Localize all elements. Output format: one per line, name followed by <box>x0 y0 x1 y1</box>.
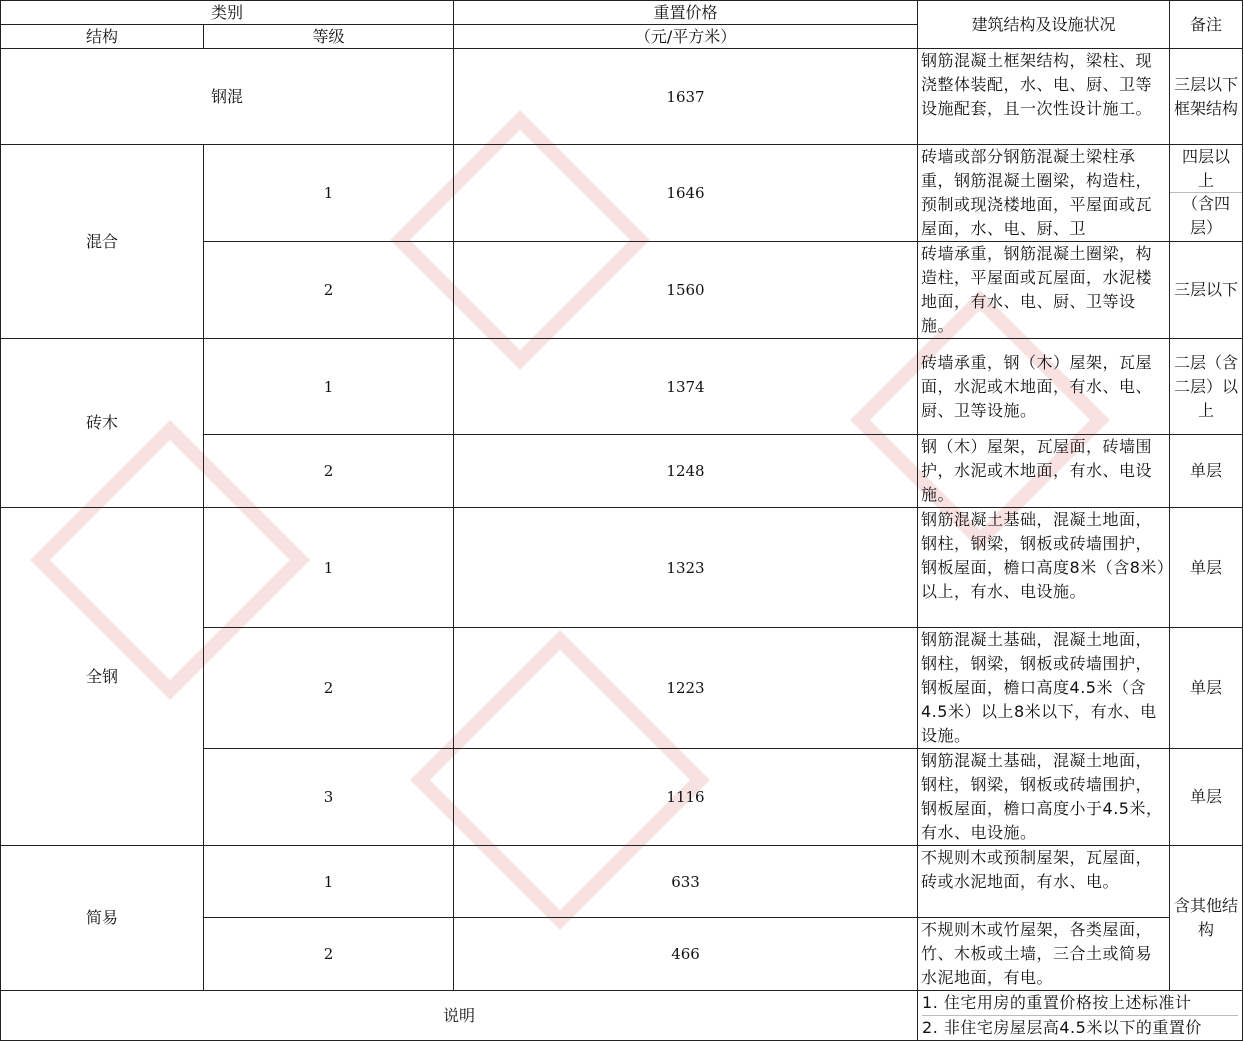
description-text: 砖墙承重，钢（木）屋架，瓦屋面，水泥或木地面，有水、电、厨、卫等设施。 <box>921 353 1153 420</box>
price-cell: 1323 <box>454 508 918 628</box>
price-cell: 1374 <box>454 339 918 435</box>
header-price-unit: （元/平方米） <box>454 25 918 49</box>
explanation-cell <box>918 991 1243 1041</box>
price-cell: 1646 <box>454 145 918 242</box>
note-bottom: （含四层） <box>1170 192 1242 239</box>
description-text: 不规则木或竹屋架，各类屋面，竹、木板或土墙，三合土或简易水泥地面，有电。 <box>921 920 1153 987</box>
note-cell: 二层（含二层）以上 <box>1170 339 1243 435</box>
table-row <box>1 846 1243 918</box>
price-cell: 1223 <box>454 628 918 749</box>
description-cell <box>918 145 1170 242</box>
structure-cell: 全钢 <box>1 508 204 846</box>
header-category: 类别 <box>1 1 454 25</box>
grade-cell: 1 <box>204 846 454 918</box>
structure-cell: 简易 <box>1 846 204 991</box>
note-cell: 单层 <box>1170 628 1243 749</box>
note-cell: 含其他结构 <box>1170 846 1243 991</box>
grade-cell: 2 <box>204 435 454 508</box>
note-cell: 单层 <box>1170 749 1243 846</box>
note-top: 四层以上 <box>1182 146 1231 190</box>
price-cell: 1637 <box>454 49 918 145</box>
table-row <box>1 991 1243 1041</box>
description-cell <box>918 242 1170 339</box>
explanation-label: 说明 <box>1 991 918 1041</box>
grade-cell: 2 <box>204 242 454 339</box>
header-price-title: 重置价格 <box>454 1 918 25</box>
table-row <box>1 508 1243 628</box>
grade-cell: 3 <box>204 749 454 846</box>
explanation-line-1: 1. 住宅用房的重置价格按上述标准计 <box>922 993 1192 1012</box>
note-cell: 单层 <box>1170 435 1243 508</box>
header-structure: 结构 <box>1 25 204 49</box>
price-cell: 1248 <box>454 435 918 508</box>
header-description: 建筑结构及设施状况 <box>918 1 1170 49</box>
table-row <box>1 145 1243 242</box>
note-cell: 单层 <box>1170 508 1243 628</box>
description-text: 钢（木）屋架，瓦屋面，砖墙围护，水泥或木地面，有水、电设施。 <box>921 437 1153 504</box>
table-row <box>1 49 1243 145</box>
description-cell <box>918 508 1170 628</box>
description-cell <box>918 846 1170 918</box>
description-cell <box>918 918 1170 991</box>
structure-cell: 混合 <box>1 145 204 339</box>
description-text: 钢筋混凝土基础，混凝土地面，钢柱，钢梁，钢板或砖墙围护，钢板屋面，檐口高度4.5米（含4.5米）以上8米以下，有水、电设施。 <box>921 630 1157 745</box>
note-cell: 三层以下 <box>1170 242 1243 339</box>
price-cell: 633 <box>454 846 918 918</box>
note-cell: 三层以下框架结构 <box>1170 49 1243 145</box>
description-text: 钢筋混凝土基础，混凝土地面，钢柱，钢梁，钢板或砖墙围护，钢板屋面，檐口高度小于4.5米，有水、电设施。 <box>921 751 1163 842</box>
structure-cell: 砖木 <box>1 339 204 508</box>
grade-cell: 2 <box>204 628 454 749</box>
grade-cell: 2 <box>204 918 454 991</box>
description-text: 砖墙或部分钢筋混凝土梁柱承重，钢筋混凝土圈梁，构造柱，预制或现浇楼地面，平屋面或瓦屋面，水、电、厨、卫 <box>921 147 1153 238</box>
description-cell <box>918 749 1170 846</box>
price-cell: 466 <box>454 918 918 991</box>
description-text: 钢筋混凝土基础，混凝土地面，钢柱，钢梁，钢板或砖墙围护，钢板屋面，檐口高度8米（含8米）以上，有水、电设施。 <box>921 510 1166 601</box>
table-row <box>1 339 1243 435</box>
grade-cell: 1 <box>204 508 454 628</box>
description-text: 砖墙承重，钢筋混凝土圈梁，构造柱，平屋面或瓦屋面，水泥楼地面，有水、电、厨、卫等设施。 <box>921 244 1153 335</box>
description-cell <box>918 435 1170 508</box>
structure-cell: 钢混 <box>1 49 454 145</box>
description-text: 钢筋混凝土框架结构，梁柱、现浇整体装配，水、电、厨、卫等设施配套，且一次性设计施工。 <box>921 51 1153 118</box>
description-cell <box>918 339 1170 435</box>
description-text: 不规则木或预制屋架，瓦屋面，砖或水泥地面，有水、电。 <box>921 848 1153 891</box>
description-cell <box>918 628 1170 749</box>
description-cell <box>918 49 1170 145</box>
grade-cell: 1 <box>204 339 454 435</box>
price-cell: 1560 <box>454 242 918 339</box>
header-grade: 等级 <box>204 25 454 49</box>
price-cell: 1116 <box>454 749 918 846</box>
header-remarks: 备注 <box>1170 1 1243 49</box>
note-cell <box>1170 145 1243 242</box>
grade-cell: 1 <box>204 145 454 242</box>
explanation-line-2: 2. 非住宅房屋层高4.5米以下的重置价 <box>922 1015 1238 1040</box>
